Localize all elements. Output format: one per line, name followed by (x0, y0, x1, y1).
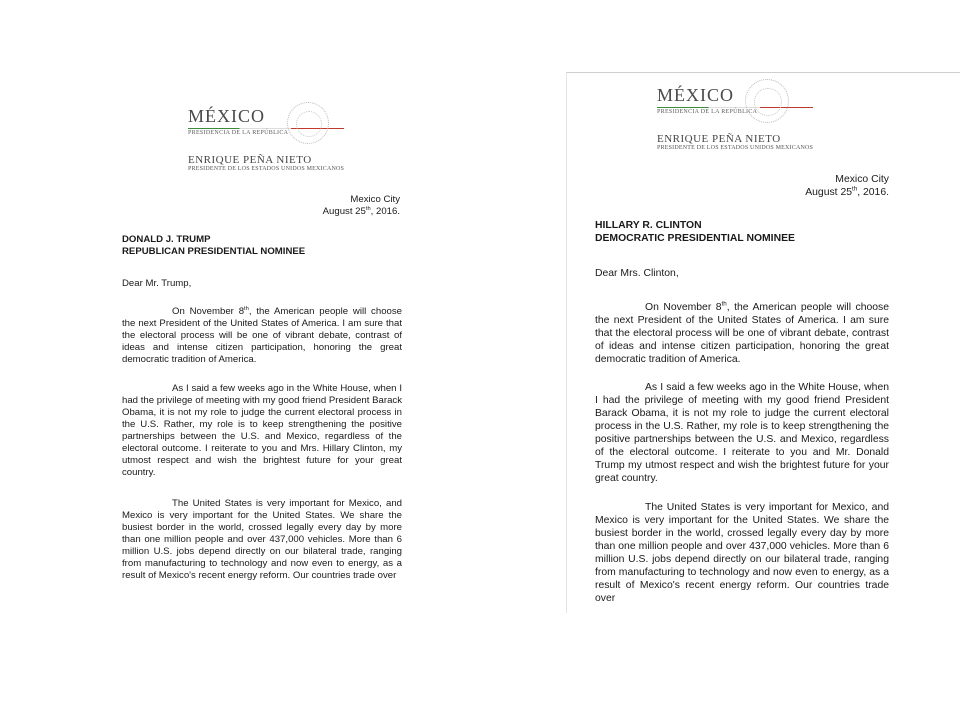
letterhead-title: PRESIDENTE DE LOS ESTADOS UNIDOS MEXICANOS (657, 145, 814, 151)
paragraph-1: On November 8th, the American people will choose the next President of the United States of America. I am sure that the electoral process will be one of vibrant debate, contrast of ideas and intense citizen participation, honoring the great democratic tradition of America. (122, 305, 402, 365)
date-block (323, 194, 400, 218)
recipient (122, 234, 305, 258)
letterhead-country: MÉXICO (657, 85, 734, 105)
letterhead-office: PRESIDENCIA DE LA REPÚBLICA (657, 109, 758, 115)
recipient-title: REPUBLICAN PRESIDENTIAL NOMINEE (122, 246, 306, 257)
date-block (805, 173, 889, 199)
salutation: Dear Mrs. Clinton, (595, 268, 679, 279)
letterhead (657, 85, 813, 151)
paragraph-1: On November 8th, the American people will choose the next President of the United States of America. I am sure that the electoral process will be one of vibrant debate, contrast of ideas and intense citizen participation, honoring the great democratic tradition of America. (595, 300, 890, 365)
coat-of-arms-seal-icon (745, 79, 789, 123)
letterhead-flag-rule (657, 107, 813, 108)
paragraph-3: The United States is very important for Mexico, and Mexico is very important for the United States. We share the busiest border in the world, crossed legally every day by more than one million people and over 437,000 vehicles. More than 6 million U.S. jobs depend directly on our bilateral trade, ranging from manufacturing to technology and now even to energy, as a result of Mexico's recent energy reform. Our countries trade over (122, 498, 402, 581)
recipient (595, 219, 795, 245)
city: Mexico City (350, 194, 400, 205)
letterhead-title: PRESIDENTE DE LOS ESTADOS UNIDOS MEXICANOS (188, 166, 345, 172)
letterhead-name: ENRIQUE PEÑA NIETO (657, 133, 781, 145)
paragraph-3: The United States is very important for Mexico, and Mexico is very important for the United States. We share the busiest border in the world, crossed legally every day by more than one million people and over 437,000 vehicles. More than 6 million U.S. jobs depend directly on our bilateral trade, ranging from manufacturing to technology and now even to energy, as a result of Mexico's recent energy reform. Our countries trade over (595, 502, 889, 604)
letter-to-trump (72, 92, 440, 592)
letterhead-country: MÉXICO (188, 106, 265, 126)
recipient-name: DONALD J. TRUMP (122, 234, 211, 245)
city: Mexico City (835, 174, 889, 185)
coat-of-arms-seal-icon (287, 102, 329, 144)
date: August 25th, 2016. (322, 205, 400, 217)
salutation: Dear Mr. Trump, (122, 278, 192, 289)
paragraph-2: As I said a few weeks ago in the White House, when I had the privilege of meeting with my good friend President Barack Obama, it is not my role to judge the current electoral process in the U.S. Rather, my role is to keep strengthening the positive partnerships between the U.S. and Mexico, regardless of the electoral outcome. I reiterate to you and Mrs. Hillary Clinton, my utmost respect and wish the brightest future for your great country. (122, 383, 402, 478)
recipient-title: DEMOCRATIC PRESIDENTIAL NOMINEE (595, 233, 795, 244)
recipient-name: HILLARY R. CLINTON (595, 220, 702, 231)
letterhead-office: PRESIDENCIA DE LA REPÚBLICA (188, 130, 289, 136)
date: August 25th, 2016. (805, 185, 889, 198)
paragraph-2: As I said a few weeks ago in the White House, when I had the privilege of meeting with my good friend President Barack Obama, it is not my role to judge the current electoral process in the U.S. Rather, my role is to keep strengthening the positive partnerships between the U.S. and Mexico, regardless of the electoral outcome. I reiterate to you and Mr. Donald Trump my utmost respect and wish the brightest future for your great country. (595, 382, 889, 484)
letter-to-clinton (566, 72, 960, 613)
letterhead-name: ENRIQUE PEÑA NIETO (188, 154, 312, 166)
